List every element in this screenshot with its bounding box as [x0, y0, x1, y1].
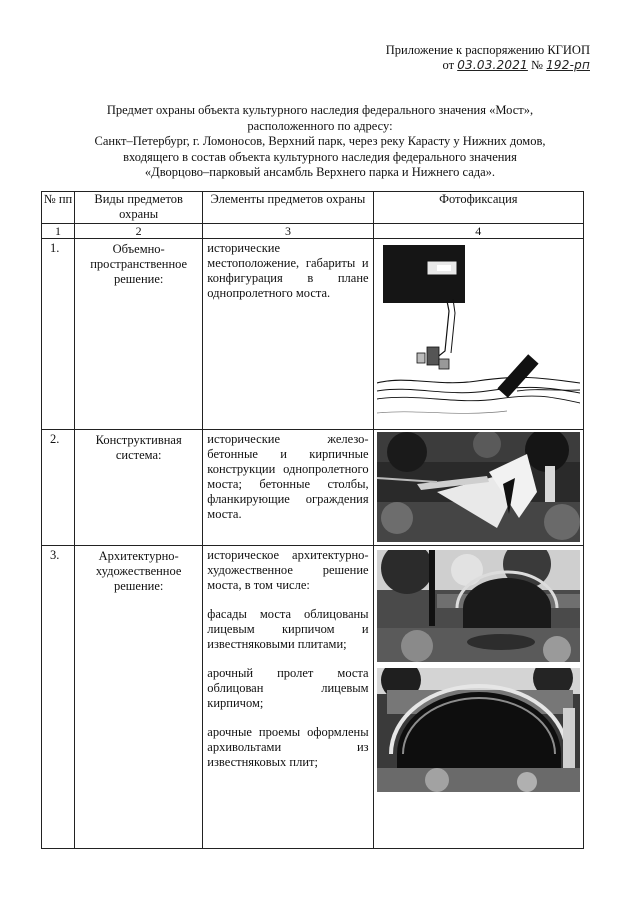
annex-date-line — [370, 58, 590, 73]
document-title — [60, 103, 580, 181]
title-line-3: Санкт–Петербург, г. Ломоносов, Верхний парк, через реку Карасту у Нижних домов, — [94, 134, 546, 148]
index-cell: 1 — [42, 224, 75, 239]
row-number: 2. — [42, 430, 75, 546]
title-line-5: «Дворцово–парковый ансамбль Верхнего парка и Нижнего сада». — [144, 165, 496, 179]
photo-cell — [373, 430, 583, 546]
row-elements — [203, 546, 373, 849]
handwritten-number: 192-рп — [546, 58, 590, 72]
table-row — [42, 546, 584, 849]
site-plan-image — [377, 241, 580, 424]
title-line-4: входящего в состав объекта культурного наследия федерального значения — [123, 149, 517, 164]
handwritten-date: 03.03.2021 — [457, 58, 528, 72]
annex-header — [370, 43, 590, 73]
bridge-arch-photo — [377, 668, 580, 792]
element-text: исторические местоположение, габариты и конфигурация в плане однопролетного моста. — [207, 241, 369, 300]
title-line-1: Предмет охраны объекта культурного наследия федерального значения «Мост», — [106, 103, 534, 117]
annex-no-label: № — [531, 58, 543, 72]
photo-cell — [373, 239, 583, 430]
row-kind: Конструктивная система: — [75, 430, 203, 546]
row-number: 3. — [42, 546, 75, 849]
table-row — [42, 430, 584, 546]
annex-prefix: от — [442, 58, 455, 72]
header-number: № пп — [42, 192, 75, 224]
element-text: фасады моста облицованы лицевым кирпичом и известняковыми плитами; — [207, 607, 369, 651]
table-index-row — [42, 224, 584, 239]
header-kind: Виды предметов охраны — [75, 192, 203, 224]
element-text: арочные проемы оформлены архивольтами из известняковых плит; — [207, 725, 369, 769]
element-text: арочный пролет моста облицован лицевым кирпичом; — [207, 666, 369, 710]
index-cell: 4 — [373, 224, 583, 239]
row-kind: Объемно-пространственное решение: — [75, 239, 203, 430]
row-number: 1. — [42, 239, 75, 430]
row-elements — [203, 430, 373, 546]
element-text: исторические железо-бетонные и кирпичные конструкции однопролетного моста; бетонные столбы, фланкирующие ограждения моста. — [207, 432, 369, 521]
table-row — [42, 239, 584, 430]
header-elements: Элементы предметов охраны — [203, 192, 373, 224]
annex-line: Приложение к распоряжению КГИОП — [385, 43, 590, 57]
protection-table — [41, 191, 584, 849]
bridge-facade-photo — [377, 550, 580, 662]
row-kind: Архитектурно-художественное решение: — [75, 546, 203, 849]
photo-cell — [373, 546, 583, 849]
element-text: историческое архитектурно-художественное решение моста, в том числе: — [207, 548, 369, 592]
table-header-row — [42, 192, 584, 224]
index-cell: 3 — [203, 224, 373, 239]
row-elements — [203, 239, 373, 430]
index-cell: 2 — [75, 224, 203, 239]
header-photo: Фотофиксация — [373, 192, 583, 224]
title-line-2: расположенного по адресу: — [247, 118, 393, 133]
bridge-structure-photo — [377, 432, 580, 542]
